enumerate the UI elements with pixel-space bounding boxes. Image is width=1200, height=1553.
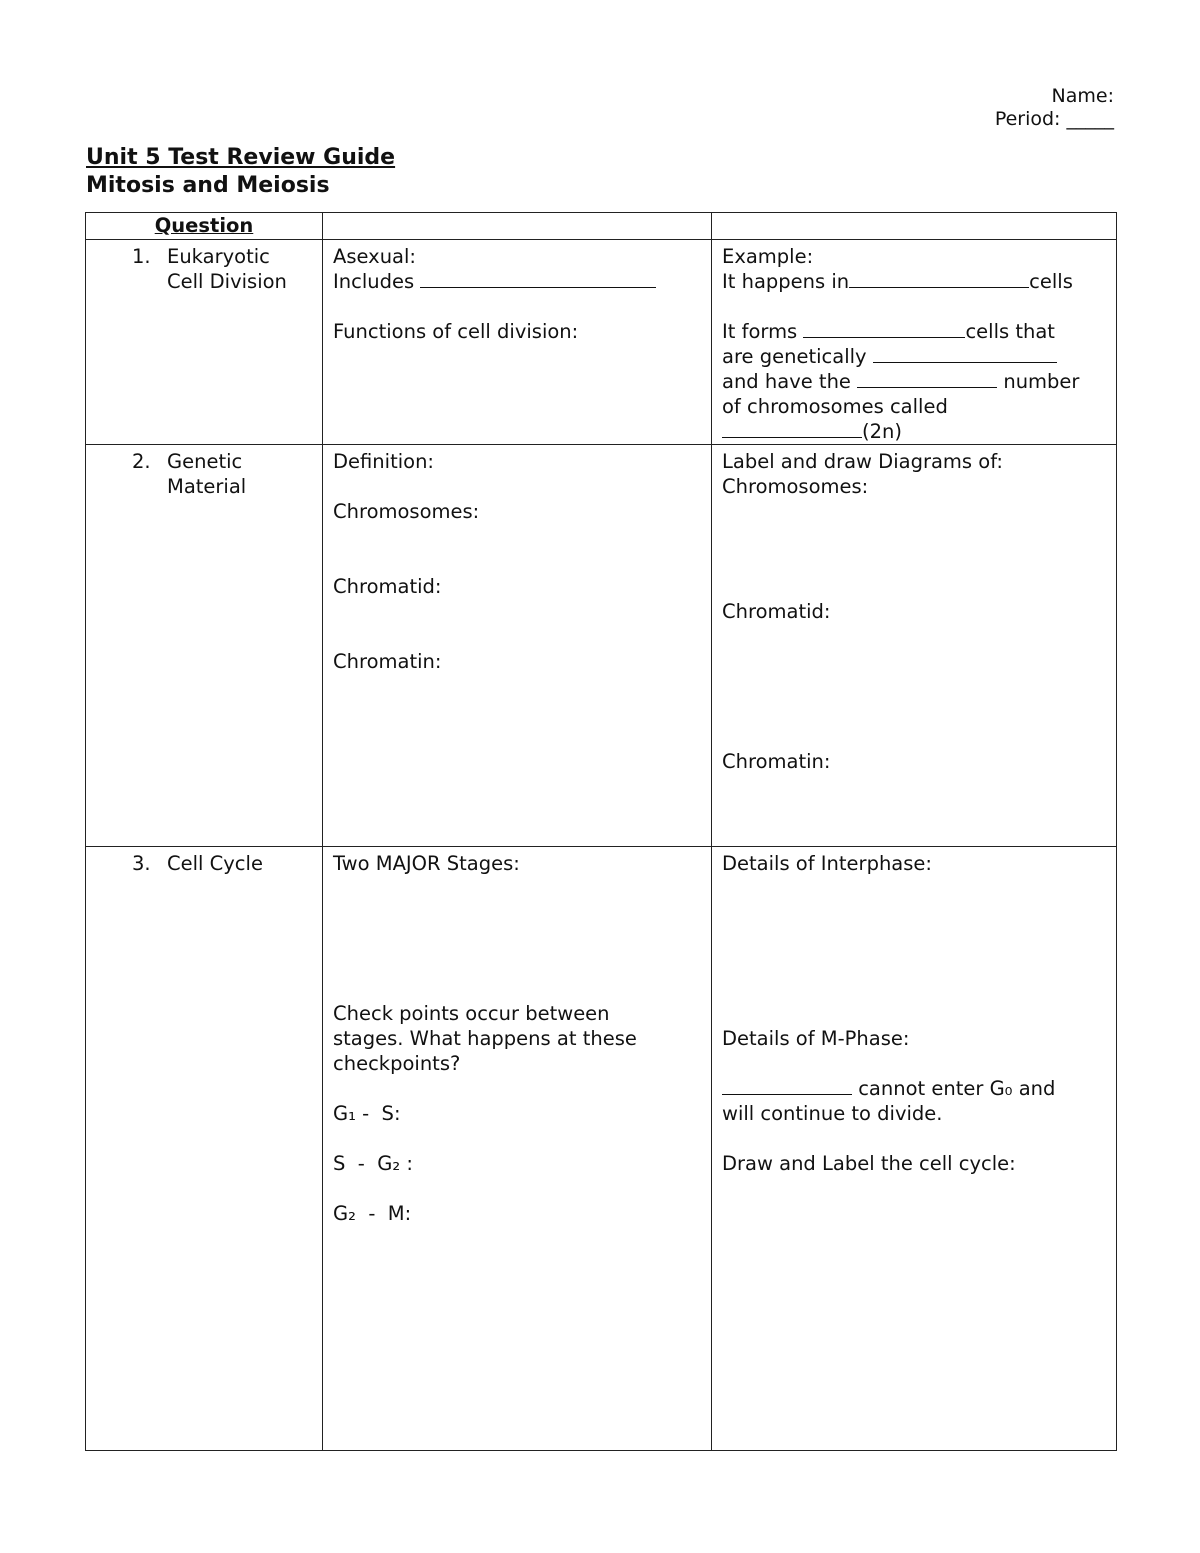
question-text: Cell Cycle [167, 852, 263, 875]
cells-that-label: cells that [965, 320, 1055, 343]
checkpoints-line-2: stages. What happens at these [333, 1027, 637, 1050]
question-cell [86, 445, 322, 499]
genetically-blank[interactable] [873, 344, 1057, 363]
two-n-label: (2n) [862, 420, 902, 443]
answer-cell-middle [323, 847, 711, 1226]
definition-label: Definition: [333, 450, 434, 473]
question-number: 3. [132, 852, 151, 875]
answer-cell-middle [323, 445, 711, 674]
blank-header-cell [712, 213, 1117, 240]
question-cell [86, 847, 322, 876]
answer-cell-right [712, 240, 1116, 444]
page-title: Unit 5 Test Review Guide [86, 145, 396, 170]
question-number: 2. [132, 450, 151, 473]
chromosomes-diagram-label: Chromosomes: [722, 475, 869, 498]
continue-divide-label: will continue to divide. [722, 1102, 943, 1125]
question-text: Eukaryotic Cell Division [167, 245, 287, 293]
two-major-stages-label: Two MAJOR Stages: [333, 852, 520, 875]
student-info [995, 85, 1114, 131]
table-header-row [86, 213, 1117, 240]
review-table [85, 212, 1117, 1451]
question-cell [86, 240, 322, 294]
happens-in-blank[interactable] [849, 269, 1029, 288]
cancer-cells-blank[interactable] [722, 1076, 852, 1095]
chromatid-diagram-label: Chromatid: [722, 600, 831, 623]
blank-header-cell [323, 213, 712, 240]
example-label: Example: [722, 245, 814, 268]
table-row [86, 445, 1117, 847]
answer-cell-middle [323, 240, 711, 344]
mphase-label: Details of M-Phase: [722, 1027, 910, 1050]
chromatin-diagram-label: Chromatin: [722, 750, 831, 773]
cells-label: cells [1029, 270, 1073, 293]
period-label: Period: _____ [994, 108, 1114, 130]
name-label: Name: [1051, 85, 1114, 107]
question-number: 1. [132, 245, 151, 268]
answer-cell-right [712, 445, 1116, 774]
chromosomes-label: Chromosomes: [333, 500, 480, 523]
chromosomes-called-label: of chromosomes called [722, 395, 948, 418]
checkpoints-line-1: Check points occur between [333, 1002, 610, 1025]
question-text: Genetic Material [167, 450, 247, 498]
number-label: number [1003, 370, 1080, 393]
label-draw-label: Label and draw Diagrams of: [722, 450, 1003, 473]
functions-label: Functions of cell division: [333, 320, 579, 343]
table-row [86, 240, 1117, 445]
s-g2-label: S - G₂ : [333, 1152, 413, 1175]
asexual-label: Asexual: [333, 245, 416, 268]
forms-blank[interactable] [803, 319, 965, 338]
genetically-label: are genetically [722, 345, 867, 368]
draw-cycle-label: Draw and Label the cell cycle: [722, 1152, 1016, 1175]
includes-label: Includes [333, 270, 415, 293]
title-block [86, 144, 395, 200]
chromatid-label: Chromatid: [333, 575, 442, 598]
includes-blank[interactable] [420, 269, 656, 288]
g1-s-label: G₁ - S: [333, 1102, 401, 1125]
forms-label: It forms [722, 320, 798, 343]
question-column-header: Question [154, 214, 254, 237]
answer-cell-right [712, 847, 1116, 1176]
g2-m-label: G₂ - M: [333, 1202, 412, 1225]
number-blank[interactable] [857, 369, 997, 388]
interphase-label: Details of Interphase: [722, 852, 932, 875]
page-subtitle: Mitosis and Meiosis [86, 173, 330, 198]
checkpoints-line-3: checkpoints? [333, 1052, 461, 1075]
diploid-blank[interactable] [722, 419, 862, 438]
cannot-enter-label: cannot enter G₀ and [852, 1077, 1056, 1100]
have-the-label: and have the [722, 370, 851, 393]
chromatin-label: Chromatin: [333, 650, 442, 673]
table-row [86, 847, 1117, 1451]
happens-in-label: It happens in [722, 270, 850, 293]
